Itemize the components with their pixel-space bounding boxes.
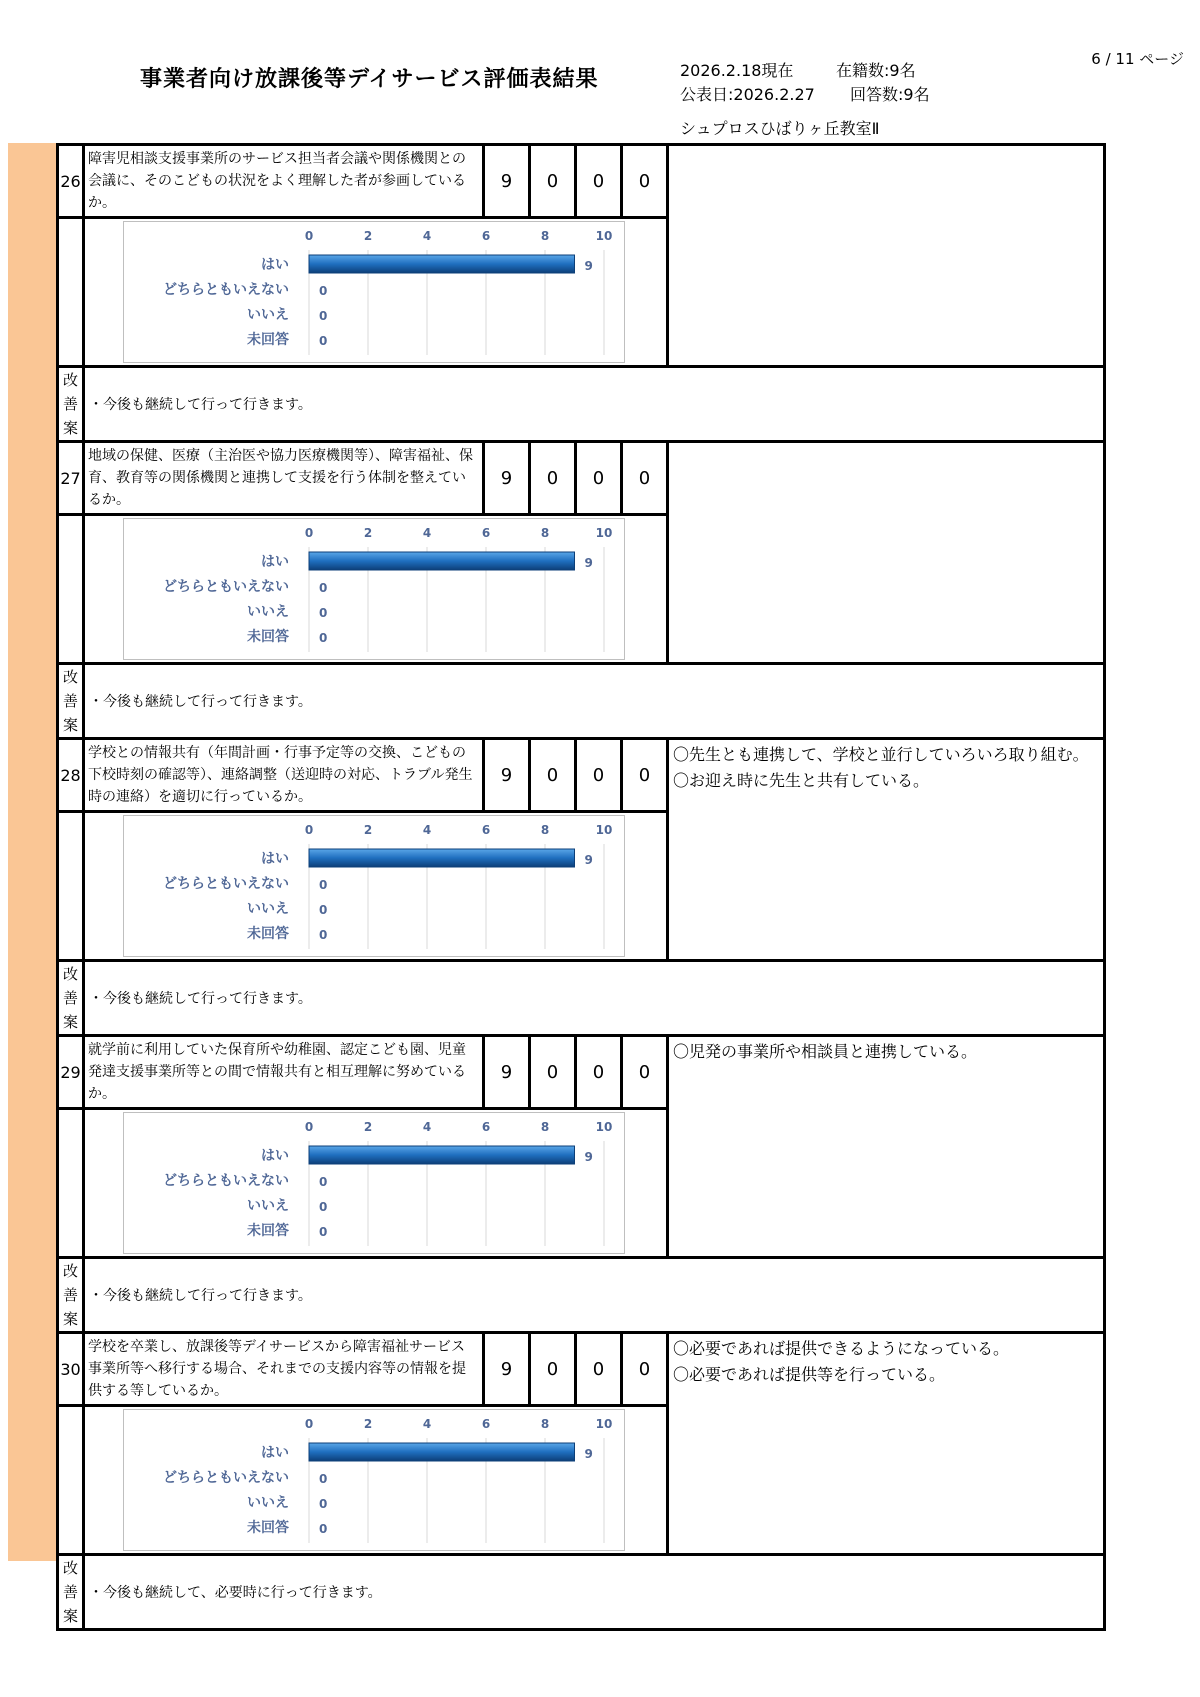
chart-svg <box>124 1113 624 1253</box>
x-tick-label: 2 <box>363 229 373 243</box>
x-tick-label: 4 <box>422 1417 432 1431</box>
publish-date: 公表日:2026.2.27 <box>680 85 815 104</box>
category-label: はい <box>261 1148 289 1164</box>
question-number: 27 <box>58 442 84 515</box>
comment-line: 〇必要であれば提供できるようになっている。 <box>673 1339 1010 1358</box>
x-tick-label: 10 <box>595 229 613 243</box>
data-label: 0 <box>319 903 328 917</box>
improvement-text: ・今後も継続して行って行きます。 <box>84 367 1105 442</box>
chart-cell <box>84 1406 668 1555</box>
improvement-label-char: 善 <box>62 1286 78 1304</box>
x-tick-label: 6 <box>481 229 491 243</box>
improvement-label-char: 案 <box>62 716 78 734</box>
category-label: どちらともいえない <box>163 1173 289 1189</box>
improvement-row <box>58 664 1105 739</box>
bar <box>309 552 575 570</box>
bar-chart <box>123 815 625 957</box>
bar-chart <box>123 1112 625 1254</box>
enrolled-count: 在籍数:9名 <box>836 61 916 80</box>
count-yes: 9 <box>484 739 530 812</box>
question-text: 学校を卒業し、放課後等デイサービスから障害福祉サービス事業所等へ移行する場合、それまでの支援内容等の情報を提供する等しているか。 <box>84 1333 484 1406</box>
x-tick-label: 10 <box>595 823 613 837</box>
chart-number-spacer <box>58 1406 84 1555</box>
evaluation-table <box>56 143 1106 1631</box>
x-tick-label: 6 <box>481 823 491 837</box>
count-no: 0 <box>576 1036 622 1109</box>
data-label: 9 <box>584 1447 593 1461</box>
count-neutral: 0 <box>530 442 576 515</box>
comment-cell <box>668 1036 1105 1258</box>
data-label: 9 <box>584 259 593 273</box>
data-label: 9 <box>584 1150 593 1164</box>
improvement-label-char: 善 <box>62 989 78 1007</box>
x-tick-label: 4 <box>422 229 432 243</box>
comment-cell <box>668 739 1105 961</box>
data-label: 0 <box>319 878 328 892</box>
count-no: 0 <box>576 739 622 812</box>
bar <box>309 1146 575 1164</box>
comment-cell <box>668 145 1105 367</box>
data-label: 0 <box>319 1200 328 1214</box>
chart-cell <box>84 515 668 664</box>
data-label: 0 <box>319 1225 328 1239</box>
chart-number-spacer <box>58 1109 84 1258</box>
improvement-row <box>58 367 1105 442</box>
x-tick-label: 10 <box>595 526 613 540</box>
comment-cell <box>668 442 1105 664</box>
x-tick-label: 8 <box>540 823 550 837</box>
data-label: 0 <box>319 606 328 620</box>
category-label: どちらともいえない <box>163 282 289 298</box>
x-tick-label: 2 <box>363 823 373 837</box>
x-tick-label: 6 <box>481 1120 491 1134</box>
category-label: いいえ <box>247 604 289 620</box>
question-text: 就学前に利用していた保育所や幼稚園、認定こども園、児童発達支援事業所等との間で情報共有と相互理解に努めているか。 <box>84 1036 484 1109</box>
x-tick-label: 8 <box>540 229 550 243</box>
improvement-label-char: 案 <box>62 1310 78 1328</box>
bar-chart <box>123 1409 625 1551</box>
improvement-text: ・今後も継続して行って行きます。 <box>84 664 1105 739</box>
category-label: いいえ <box>247 1198 289 1214</box>
question-row <box>58 145 1105 218</box>
page-number: 6 / 11 ページ <box>1091 50 1184 68</box>
question-row <box>58 442 1105 515</box>
question-text: 地域の保健、医療（主治医や協力医療機関等）、障害福祉、保育、教育等の関係機関と連携して支援を行う体制を整えているか。 <box>84 442 484 515</box>
data-label: 0 <box>319 631 328 645</box>
comment-line: 〇お迎え時に先生と共有している。 <box>673 771 930 790</box>
improvement-row <box>58 961 1105 1036</box>
bar <box>309 1443 575 1461</box>
category-label: 未回答 <box>247 926 289 942</box>
improvement-text: ・今後も継続して行って行きます。 <box>84 961 1105 1036</box>
x-tick-label: 2 <box>363 1417 373 1431</box>
data-label: 0 <box>319 581 328 595</box>
x-tick-label: 4 <box>422 526 432 540</box>
improvement-label-char: 案 <box>62 1607 78 1625</box>
data-label: 9 <box>584 853 593 867</box>
response-count: 回答数:9名 <box>850 85 930 104</box>
data-label: 0 <box>319 334 328 348</box>
comment-cell <box>668 1333 1105 1555</box>
side-strip <box>8 143 56 1561</box>
question-text: 障害児相談支援事業所のサービス担当者会議や関係機関との会議に、そのこどもの状況をよく理解した者が参画しているか。 <box>84 145 484 218</box>
category-label: 未回答 <box>247 332 289 348</box>
chart-number-spacer <box>58 812 84 961</box>
improvement-label <box>58 1258 84 1333</box>
comment-line: 〇児発の事業所や相談員と連携している。 <box>673 1042 978 1061</box>
category-label: どちらともいえない <box>163 876 289 892</box>
data-label: 0 <box>319 1175 328 1189</box>
category-label: 未回答 <box>247 629 289 645</box>
x-tick-label: 0 <box>304 823 314 837</box>
x-tick-label: 0 <box>304 1417 314 1431</box>
facility-name: シュプロスひばりヶ丘教室Ⅱ <box>680 119 880 138</box>
category-label: はい <box>261 1445 289 1461</box>
count-yes: 9 <box>484 1333 530 1406</box>
improvement-row <box>58 1258 1105 1333</box>
chart-number-spacer <box>58 515 84 664</box>
chart-number-spacer <box>58 218 84 367</box>
improvement-text: ・今後も継続して行って行きます。 <box>84 1258 1105 1333</box>
improvement-label-char: 案 <box>62 1013 78 1031</box>
question-text: 学校との情報共有（年間計画・行事予定等の交換、こどもの下校時刻の確認等）、連絡調整（送迎時の対応、トラブル発生時の連絡）を適切に行っているか。 <box>84 739 484 812</box>
count-yes: 9 <box>484 442 530 515</box>
count-no: 0 <box>576 442 622 515</box>
x-tick-label: 6 <box>481 1417 491 1431</box>
question-row <box>58 739 1105 812</box>
count-neutral: 0 <box>530 1333 576 1406</box>
bar-chart <box>123 518 625 660</box>
page-title: 事業者向け放課後等デイサービス評価表結果 <box>140 67 599 92</box>
current-date: 2026.2.18現在 <box>680 61 794 80</box>
count-neutral: 0 <box>530 1036 576 1109</box>
bar <box>309 255 575 273</box>
x-tick-label: 8 <box>540 1120 550 1134</box>
comment-line: 〇先生とも連携して、学校と並行していろいろ取り組む。 <box>673 745 1089 764</box>
category-label: 未回答 <box>247 1520 289 1536</box>
data-label: 0 <box>319 928 328 942</box>
improvement-label <box>58 1555 84 1630</box>
category-label: はい <box>261 554 289 570</box>
x-tick-label: 2 <box>363 1120 373 1134</box>
improvement-row <box>58 1555 1105 1630</box>
x-tick-label: 0 <box>304 1120 314 1134</box>
comment-line: 〇必要であれば提供等を行っている。 <box>673 1365 946 1384</box>
category-label: 未回答 <box>247 1223 289 1239</box>
x-tick-label: 0 <box>304 229 314 243</box>
count-unanswered: 0 <box>622 442 668 515</box>
question-number: 29 <box>58 1036 84 1109</box>
category-label: いいえ <box>247 1495 289 1511</box>
x-tick-label: 2 <box>363 526 373 540</box>
question-number: 30 <box>58 1333 84 1406</box>
improvement-label-char: 改 <box>62 965 78 983</box>
chart-svg <box>124 816 624 956</box>
count-unanswered: 0 <box>622 1036 668 1109</box>
improvement-text: ・今後も継続して、必要時に行って行きます。 <box>84 1555 1105 1630</box>
category-label: いいえ <box>247 901 289 917</box>
data-label: 0 <box>319 1472 328 1486</box>
improvement-label-char: 善 <box>62 692 78 710</box>
data-label: 0 <box>319 284 328 298</box>
count-unanswered: 0 <box>622 739 668 812</box>
question-number: 26 <box>58 145 84 218</box>
count-no: 0 <box>576 1333 622 1406</box>
chart-svg <box>124 1410 624 1550</box>
improvement-label <box>58 961 84 1036</box>
chart-svg <box>124 222 624 362</box>
question-number: 28 <box>58 739 84 812</box>
count-unanswered: 0 <box>622 1333 668 1406</box>
count-neutral: 0 <box>530 145 576 218</box>
count-yes: 9 <box>484 145 530 218</box>
bar-chart <box>123 221 625 363</box>
count-unanswered: 0 <box>622 145 668 218</box>
data-label: 0 <box>319 1522 328 1536</box>
x-tick-label: 8 <box>540 1417 550 1431</box>
improvement-label-char: 善 <box>62 395 78 413</box>
category-label: はい <box>261 851 289 867</box>
count-yes: 9 <box>484 1036 530 1109</box>
improvement-label <box>58 367 84 442</box>
category-label: どちらともいえない <box>163 579 289 595</box>
improvement-label-char: 善 <box>62 1583 78 1601</box>
x-tick-label: 4 <box>422 1120 432 1134</box>
chart-cell <box>84 1109 668 1258</box>
x-tick-label: 0 <box>304 526 314 540</box>
x-tick-label: 10 <box>595 1417 613 1431</box>
improvement-label-char: 改 <box>62 668 78 686</box>
improvement-label-char: 改 <box>62 1262 78 1280</box>
improvement-label <box>58 664 84 739</box>
category-label: いいえ <box>247 307 289 323</box>
improvement-label-char: 改 <box>62 371 78 389</box>
x-tick-label: 6 <box>481 526 491 540</box>
data-label: 9 <box>584 556 593 570</box>
bar <box>309 849 575 867</box>
improvement-label-char: 案 <box>62 419 78 437</box>
chart-cell <box>84 812 668 961</box>
data-label: 0 <box>319 309 328 323</box>
question-row <box>58 1333 1105 1406</box>
count-no: 0 <box>576 145 622 218</box>
x-tick-label: 4 <box>422 823 432 837</box>
category-label: どちらともいえない <box>163 1470 289 1486</box>
count-neutral: 0 <box>530 739 576 812</box>
data-label: 0 <box>319 1497 328 1511</box>
improvement-label-char: 改 <box>62 1559 78 1577</box>
x-tick-label: 10 <box>595 1120 613 1134</box>
question-row <box>58 1036 1105 1109</box>
chart-svg <box>124 519 624 659</box>
chart-cell <box>84 218 668 367</box>
x-tick-label: 8 <box>540 526 550 540</box>
category-label: はい <box>261 257 289 273</box>
